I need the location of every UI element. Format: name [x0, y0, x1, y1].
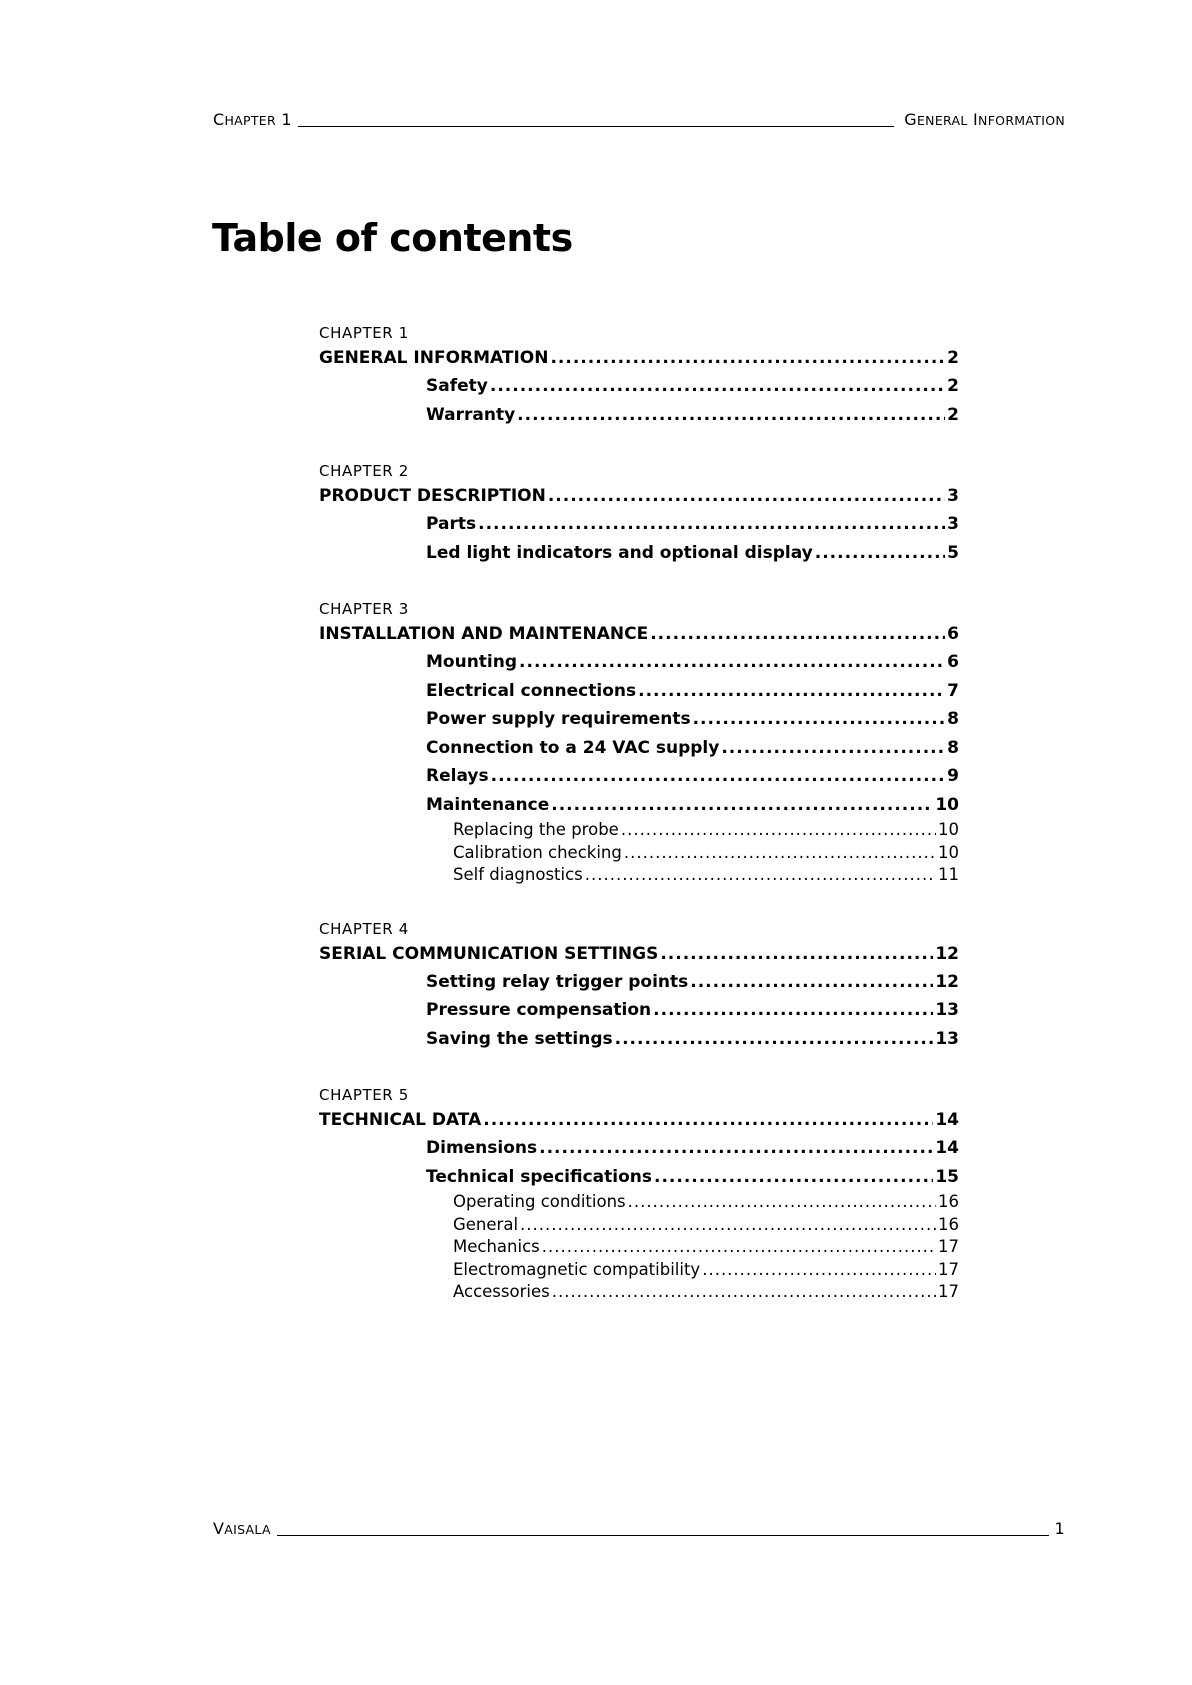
- toc-section-entry-page: 2: [947, 376, 959, 396]
- toc-section-entry-title: Mounting: [426, 652, 518, 672]
- toc-subsection-entry-title: General: [453, 1214, 519, 1234]
- toc-section-entry[interactable]: [426, 372, 959, 401]
- toc-chapter-entry-page: 3: [947, 486, 959, 506]
- dot-leader: [551, 791, 933, 820]
- toc-section-entry[interactable]: [426, 539, 959, 568]
- toc-section-entry[interactable]: [426, 791, 959, 820]
- header-chapter-label: [213, 110, 292, 129]
- table-of-contents: [319, 322, 959, 1304]
- header-section-rest1: ENERAL: [916, 113, 968, 128]
- toc-section-entry-page: 8: [947, 737, 959, 758]
- toc-section-entry-title: Warranty: [426, 404, 516, 425]
- dot-leader: [542, 1236, 936, 1259]
- toc-subsection-entry[interactable]: [453, 864, 959, 887]
- page-header: [213, 110, 1065, 129]
- dot-leader: [653, 996, 933, 1025]
- toc-section-entry[interactable]: [426, 401, 959, 430]
- toc-section-entry-title: Setting relay trigger points: [426, 971, 689, 992]
- footer-rule: [277, 1522, 1049, 1536]
- dot-leader: [490, 372, 945, 401]
- chapter-label: CHAPTER 1: [319, 324, 409, 342]
- toc-section-entry-page: 3: [947, 514, 959, 534]
- toc-subsection-entry[interactable]: [453, 1259, 959, 1282]
- footer-company-cap: V: [213, 1519, 225, 1538]
- dot-leader: [721, 734, 945, 763]
- toc-section-entry[interactable]: [426, 510, 959, 539]
- dot-leader: [815, 539, 945, 568]
- toc-section-entry-page: 10: [935, 794, 959, 815]
- dot-leader: [624, 842, 936, 865]
- toc-chapter-entry-title: INSTALLATION AND MAINTENANCE: [319, 624, 649, 644]
- toc-chapter-entry-page: 6: [947, 624, 959, 644]
- toc-section-entry-title: Led light indicators and optional display: [426, 542, 813, 563]
- toc-subsection-entry[interactable]: [453, 1236, 959, 1259]
- toc-section-entry[interactable]: [426, 677, 959, 706]
- toc-subsection-entry-title: Self diagnostics: [453, 865, 583, 884]
- toc-chapter-entry-page: 2: [947, 348, 959, 368]
- dot-leader: [585, 864, 936, 887]
- toc-subsection-entry[interactable]: [453, 842, 959, 865]
- toc-subsection-entry-title: Mechanics: [453, 1237, 540, 1256]
- header-section-cap2: I: [973, 110, 979, 129]
- dot-leader: [660, 940, 933, 968]
- toc-section-entry-title: Maintenance: [426, 794, 550, 815]
- toc-section-entry-title: Connection to a 24 VAC supply: [426, 737, 720, 758]
- page-title: Table of contents: [212, 216, 573, 260]
- toc-section-entry[interactable]: [426, 968, 959, 997]
- footer-company-rest: AISALA: [224, 1522, 271, 1537]
- dot-leader: [550, 344, 945, 372]
- header-chapter-number: 1: [281, 110, 292, 129]
- toc-subsection-entry[interactable]: [453, 1281, 959, 1304]
- toc-section-entry-page: 13: [935, 1028, 959, 1049]
- header-section-label: [904, 110, 1065, 129]
- header-section-cap1: G: [904, 110, 917, 129]
- toc-chapter-entry-title: SERIAL COMMUNICATION SETTINGS: [319, 943, 659, 964]
- toc-section-entry[interactable]: [426, 1163, 959, 1192]
- toc-section-entry-title: Power supply requirements: [426, 709, 691, 729]
- toc-subsection-entry-title: Electromagnetic compatibility: [453, 1259, 701, 1279]
- chapter-label: CHAPTER 2: [319, 462, 409, 480]
- toc-section-entry-page: 15: [935, 1166, 959, 1187]
- dot-leader: [478, 510, 945, 539]
- page-footer: [213, 1519, 1065, 1538]
- dot-leader: [702, 1259, 936, 1282]
- toc-subsection-entry-page: 16: [938, 1214, 959, 1234]
- toc-section-entry-title: Electrical connections: [426, 680, 637, 701]
- toc-section-entry-page: 8: [947, 709, 959, 729]
- toc-chapter: [319, 598, 959, 887]
- toc-section-entry[interactable]: [426, 648, 959, 677]
- toc-subsection-entry-title: Calibration checking: [453, 842, 622, 862]
- toc-section-entry-title: Relays: [426, 766, 489, 786]
- toc-chapter-entry-title: PRODUCT DESCRIPTION: [319, 486, 546, 506]
- dot-leader: [638, 677, 945, 706]
- dot-leader: [690, 968, 933, 997]
- toc-subsection-entry-title: Operating conditions: [453, 1192, 626, 1211]
- dot-leader: [548, 482, 945, 510]
- toc-section-entry-title: Dimensions: [426, 1138, 538, 1158]
- chapter-label: CHAPTER 4: [319, 919, 409, 938]
- header-chapter-cap: C: [213, 110, 225, 129]
- dot-leader: [615, 1025, 934, 1054]
- footer-page-number: 1: [1054, 1519, 1065, 1538]
- toc-section-entry-page: 14: [935, 1138, 959, 1158]
- toc-subsection-entry[interactable]: [453, 819, 959, 842]
- header-section-rest2: NFORMATION: [978, 113, 1065, 128]
- footer-company: [213, 1519, 271, 1538]
- toc-chapter-entry[interactable]: [319, 344, 959, 372]
- toc-section-entry-title: Safety: [426, 376, 488, 396]
- dot-leader: [693, 705, 946, 734]
- toc-subsection-entry-page: 10: [938, 820, 959, 839]
- toc-chapter-entry-page: 14: [935, 1110, 959, 1130]
- dot-leader: [654, 1163, 933, 1192]
- toc-subsection-entry-title: Replacing the probe: [453, 820, 619, 839]
- toc-subsection-entry-page: 17: [938, 1237, 959, 1256]
- toc-section-entry-page: 12: [935, 971, 959, 992]
- chapter-label: CHAPTER 5: [319, 1086, 409, 1104]
- toc-section-entry[interactable]: [426, 762, 959, 791]
- dot-leader: [483, 1106, 933, 1134]
- toc-section-entry-page: 2: [947, 404, 959, 425]
- dot-leader: [491, 762, 946, 791]
- toc-chapter: [319, 918, 959, 1054]
- header-rule: [298, 113, 894, 127]
- dot-leader: [628, 1191, 936, 1214]
- toc-section-entry-page: 13: [935, 1000, 959, 1020]
- toc-subsection-entry-page: 17: [938, 1259, 959, 1279]
- dot-leader: [519, 648, 945, 677]
- toc-subsection-entry-page: 10: [938, 842, 959, 862]
- toc-section-entry[interactable]: [426, 996, 959, 1025]
- toc-section-entry[interactable]: [426, 1134, 959, 1163]
- toc-subsection-entry-title: Accessories: [453, 1282, 550, 1301]
- toc-section-entry-title: Saving the settings: [426, 1028, 613, 1049]
- toc-chapter-entry-title: TECHNICAL DATA: [319, 1110, 482, 1130]
- toc-section-entry-page: 5: [947, 542, 959, 563]
- dot-leader: [552, 1281, 936, 1304]
- toc-chapter-entry-page: 12: [935, 943, 959, 964]
- toc-section-entry-title: Parts: [426, 514, 477, 534]
- toc-chapter-entry[interactable]: [319, 620, 959, 648]
- toc-section-entry-title: Pressure compensation: [426, 1000, 652, 1020]
- dot-leader: [539, 1134, 933, 1163]
- toc-section-entry[interactable]: [426, 734, 959, 763]
- toc-chapter-entry[interactable]: [319, 482, 959, 510]
- dot-leader: [520, 1214, 936, 1237]
- toc-subsection-entry-page: 17: [938, 1282, 959, 1301]
- toc-section-entry[interactable]: [426, 705, 959, 734]
- toc-chapter: [319, 460, 959, 567]
- toc-section-entry[interactable]: [426, 1025, 959, 1054]
- toc-subsection-entry[interactable]: [453, 1214, 959, 1237]
- toc-subsection-entry-page: 11: [938, 865, 959, 884]
- toc-section-entry-title: Technical specifications: [426, 1166, 652, 1187]
- toc-subsection-entry-page: 16: [938, 1192, 959, 1211]
- toc-chapter: [319, 322, 959, 429]
- toc-section-entry-page: 7: [947, 680, 959, 701]
- dot-leader: [621, 819, 936, 842]
- toc-chapter-entry-title: GENERAL INFORMATION: [319, 348, 549, 368]
- header-chapter-rest: HAPTER: [224, 113, 276, 128]
- toc-chapter: [319, 1084, 959, 1304]
- chapter-label: CHAPTER 3: [319, 600, 409, 618]
- toc-subsection-entry[interactable]: [453, 1191, 959, 1214]
- toc-section-entry-page: 9: [947, 766, 959, 786]
- dot-leader: [517, 401, 945, 430]
- toc-section-entry-page: 6: [947, 652, 959, 672]
- toc-chapter-entry[interactable]: [319, 940, 959, 968]
- dot-leader: [650, 620, 945, 648]
- toc-chapter-entry[interactable]: [319, 1106, 959, 1134]
